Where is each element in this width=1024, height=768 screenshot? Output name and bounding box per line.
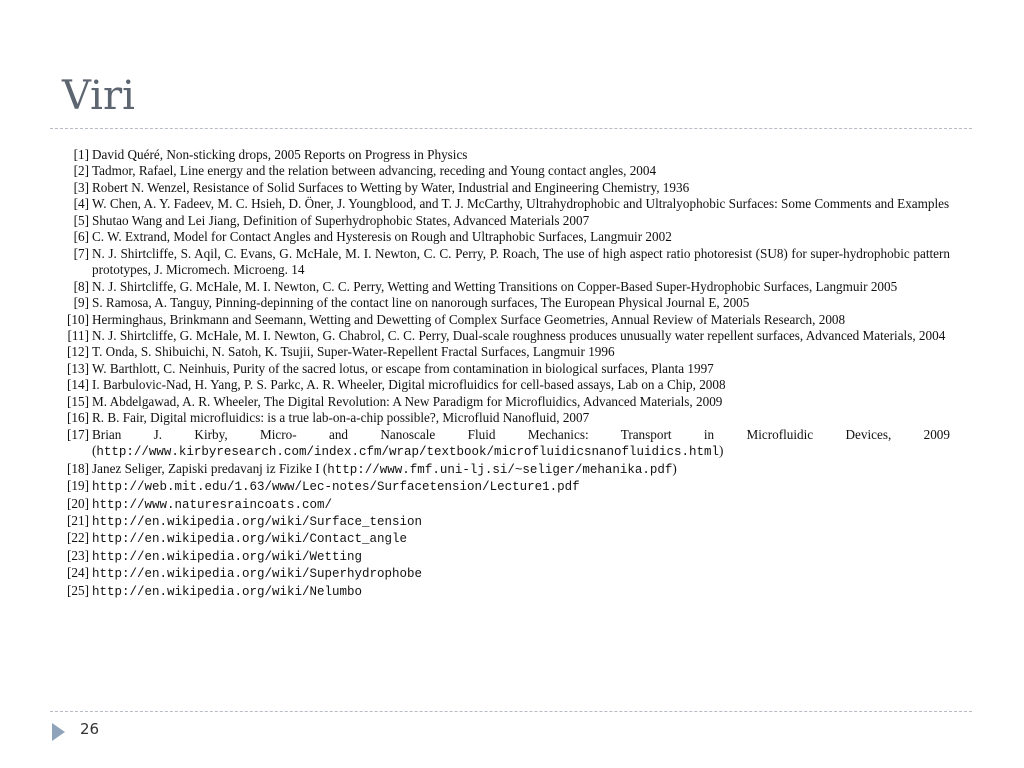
- reference-url: http://en.wikipedia.org/wiki/Contact_angle: [92, 532, 408, 547]
- page-number: 26: [80, 720, 100, 738]
- reference-text: [91, 548, 950, 565]
- reference-item: [58, 496, 950, 513]
- reference-url: http://en.wikipedia.org/wiki/Superhydrophobe: [92, 567, 423, 582]
- reference-item: [58, 279, 950, 295]
- reference-item: [58, 394, 950, 410]
- reference-url: http://www.naturesraincoats.com/: [92, 497, 333, 512]
- reference-text: [91, 279, 950, 295]
- reference-text: [91, 478, 950, 495]
- reference-text: [91, 410, 950, 426]
- reference-url: http://web.mit.edu/1.63/www/Lec-notes/Surfacetension/Lecture1.pdf: [92, 480, 580, 495]
- reference-number: [6]: [73, 229, 89, 245]
- footer-divider: [50, 711, 972, 712]
- reference-text: [91, 377, 950, 393]
- reference-citation: N. J. Shirtcliffe, G. McHale, M. I. Newton, G. Chabrol, C. C. Perry, Dual-scale roughness produces unusually water repellent surfaces, Advanced Materials, 2004: [92, 327, 946, 343]
- triangle-bullet-icon: [52, 723, 65, 741]
- reference-number: [23]: [67, 547, 89, 563]
- reference-item: [58, 513, 950, 530]
- reference-item: [58, 427, 950, 461]
- reference-number: [1]: [73, 147, 89, 162]
- reference-citation: Janez Seliger, Zapiski predavanj iz Fizike I (: [92, 460, 328, 476]
- reference-citation: Robert N. Wenzel, Resistance of Solid Surfaces to Wetting by Water, Industrial and Engineering Chemistry, 1936: [92, 179, 690, 195]
- reference-citation: Herminghaus, Brinkmann and Seemann, Wetting and Dewetting of Complex Surface Geometries, Annual Review of Materials Research, 2008: [92, 311, 846, 327]
- reference-text: [91, 496, 950, 513]
- reference-url: http://www.fmf.uni-lj.si/~seliger/mehanika.pdf: [327, 462, 673, 477]
- reference-item: [58, 328, 950, 344]
- reference-citation: ): [672, 460, 677, 476]
- reference-text: [91, 427, 950, 461]
- reference-text: [91, 328, 950, 344]
- reference-citation: Tadmor, Rafael, Line energy and the relation between advancing, receding and Young contact angles, 2004: [92, 163, 657, 179]
- reference-number: [8]: [73, 278, 89, 294]
- reference-citation: R. B. Fair, Digital microfluidics: is a true lab-on-a-chip possible?, Microfluid Nanofluid, 2007: [92, 410, 590, 426]
- reference-text: [91, 312, 950, 328]
- reference-item: [58, 213, 950, 229]
- reference-item: [58, 147, 950, 163]
- reference-item: [58, 246, 950, 279]
- reference-item: [58, 196, 950, 212]
- reference-text: [91, 461, 950, 478]
- reference-citation: N. J. Shirtcliffe, G. McHale, M. I. Newton, C. C. Perry, Wetting and Wetting Transitions on Copper-Based Super-Hydrophobic Surfaces, Langmuir 2005: [92, 278, 898, 294]
- reference-number: [20]: [67, 495, 89, 511]
- reference-text: [91, 530, 950, 547]
- reference-citation: ): [719, 443, 724, 459]
- reference-item: [58, 461, 950, 478]
- reference-number: [24]: [67, 565, 89, 581]
- reference-number: [17]: [67, 426, 89, 442]
- reference-text: [91, 147, 950, 163]
- reference-number: [5]: [73, 212, 89, 228]
- reference-citation: M. Abdelgawad, A. R. Wheeler, The Digital Revolution: A New Paradigm for Microfluidics, Advanced Materials, 2009: [92, 393, 723, 409]
- reference-citation: S. Ramosa, A. Tanguy, Pinning-depinning of the contact line on nanorough surfaces, The European Physical Journal E, 2005: [92, 295, 750, 311]
- reference-item: [58, 163, 950, 179]
- reference-number: [2]: [73, 163, 89, 179]
- reference-item: [58, 229, 950, 245]
- reference-number: [11]: [67, 327, 89, 343]
- reference-citation: W. Chen, A. Y. Fadeev, M. C. Hsieh, D. Öner, J. Youngblood, and T. J. McCarthy, Ultrahydrophobic and Ultralyophobic Surfaces: Some Comments and Examples: [92, 196, 950, 212]
- reference-number: [4]: [73, 196, 89, 212]
- reference-text: [91, 344, 950, 360]
- reference-number: [15]: [67, 393, 89, 409]
- reference-item: [58, 583, 950, 600]
- reference-number: [10]: [67, 311, 89, 327]
- reference-citation: T. Onda, S. Shibuichi, N. Satoh, K. Tsujii, Super-Water-Repellent Fractal Surfaces, Langmuir 1996: [92, 344, 615, 360]
- reference-text: [91, 213, 950, 229]
- reference-url: http://en.wikipedia.org/wiki/Wetting: [92, 549, 363, 564]
- reference-item: [58, 530, 950, 547]
- reference-text: [91, 394, 950, 410]
- reference-number: [25]: [67, 582, 89, 598]
- reference-citation: David Quéré, Non-sticking drops, 2005 Reports on Progress in Physics: [92, 147, 468, 162]
- reference-item: [58, 565, 950, 582]
- reference-item: [58, 377, 950, 393]
- reference-number: [19]: [67, 478, 89, 494]
- reference-citation: W. Barthlott, C. Neinhuis, Purity of the sacred lotus, or escape from contamination in biological surfaces, Planta 1997: [92, 360, 714, 376]
- reference-number: [21]: [67, 512, 89, 528]
- reference-number: [22]: [67, 530, 89, 546]
- reference-number: [9]: [73, 295, 89, 311]
- reference-item: [58, 361, 950, 377]
- reference-item: [58, 478, 950, 495]
- reference-citation: C. W. Extrand, Model for Contact Angles and Hysteresis on Rough and Ultraphobic Surfaces, Langmuir 2002: [92, 229, 672, 245]
- reference-text: [91, 180, 950, 196]
- reference-number: [18]: [67, 460, 89, 476]
- reference-citation: N. J. Shirtcliffe, S. Aqil, C. Evans, G. McHale, M. I. Newton, C. C. Perry, P. Roach, The use of high aspect ratio photoresist (SU8) for super-hydrophobic pattern prototypes, J. Micromech. Microeng. 14: [92, 245, 950, 278]
- reference-item: [58, 312, 950, 328]
- reference-text: [91, 513, 950, 530]
- reference-number: [16]: [67, 410, 89, 426]
- reference-text: [91, 583, 950, 600]
- reference-number: [3]: [73, 179, 89, 195]
- reference-number: [13]: [67, 360, 89, 376]
- reference-text: [91, 163, 950, 179]
- reference-text: [91, 361, 950, 377]
- reference-item: [58, 344, 950, 360]
- reference-item: [58, 295, 950, 311]
- reference-text: [91, 295, 950, 311]
- reference-url: http://en.wikipedia.org/wiki/Nelumbo: [92, 584, 363, 599]
- reference-number: [12]: [67, 344, 89, 360]
- reference-item: [58, 180, 950, 196]
- title-divider: [50, 128, 972, 129]
- reference-text: [91, 196, 950, 212]
- slide-title: Viri: [62, 73, 135, 119]
- reference-text: [91, 565, 950, 582]
- reference-number: [14]: [67, 377, 89, 393]
- reference-item: [58, 410, 950, 426]
- reference-citation: I. Barbulovic-Nad, H. Yang, P. S. Parkc, A. R. Wheeler, Digital microfluidics for cell-based assays, Lab on a Chip, 2008: [92, 377, 726, 393]
- reference-citation: Brian J. Kirby, Micro- and Nanoscale Fluid Mechanics: Transport in Microfluidic Devices, 2009 (: [92, 426, 950, 459]
- reference-number: [7]: [73, 245, 89, 261]
- reference-list: [58, 147, 950, 600]
- reference-url: http://en.wikipedia.org/wiki/Surface_tension: [92, 514, 423, 529]
- reference-text: [91, 229, 950, 245]
- reference-item: [58, 548, 950, 565]
- reference-text: [91, 246, 950, 279]
- reference-citation: Shutao Wang and Lei Jiang, Definition of Superhydrophobic States, Advanced Materials 2007: [92, 212, 590, 228]
- reference-url: http://www.kirbyresearch.com/index.cfm/wrap/textbook/microfluidicsnanofluidics.html: [96, 445, 720, 460]
